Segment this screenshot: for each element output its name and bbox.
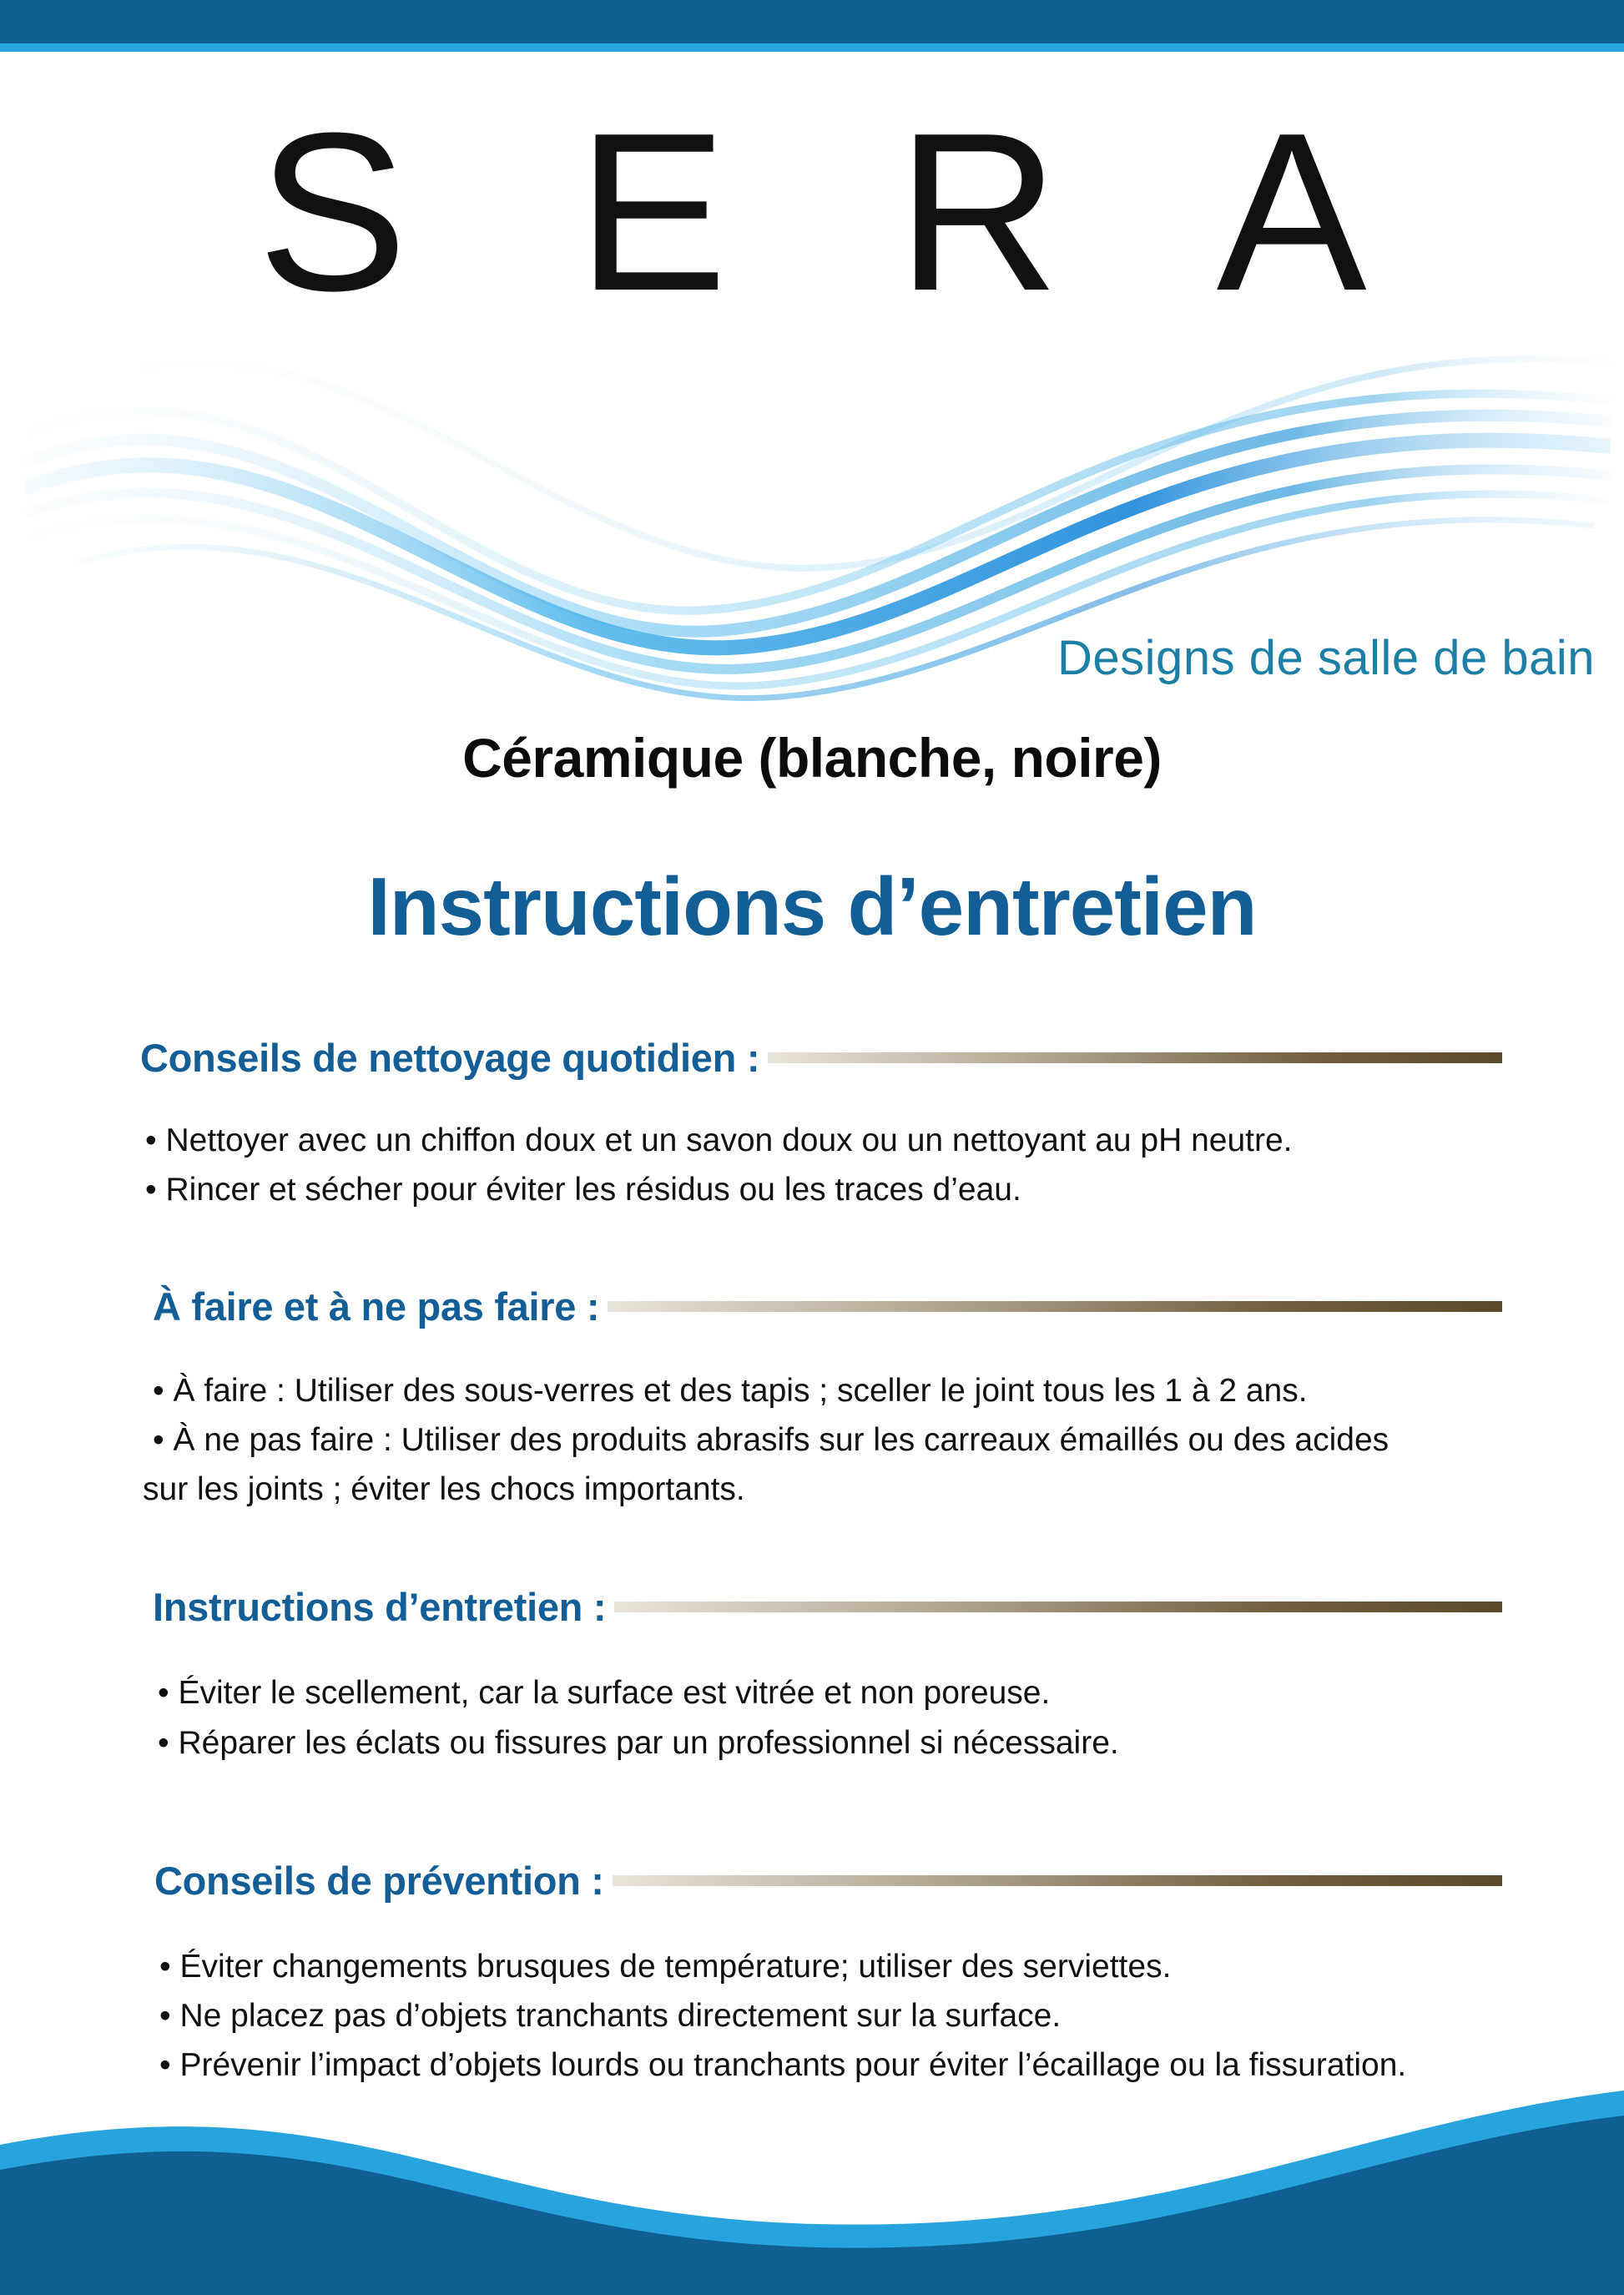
bullet-item: • À ne pas faire : Utiliser des produits abrasifs sur les carreaux émaillés ou des acides <box>153 1421 1389 1458</box>
instructions-content <box>0 1035 1624 2091</box>
bullet-item-continuation: sur les joints ; éviter les chocs importants. <box>143 1471 745 1508</box>
section-title: Instructions d’entretien : <box>153 1585 607 1630</box>
section-daily-cleaning <box>0 1035 1624 1215</box>
document-subtitle: Céramique (blanche, noire) <box>462 727 1162 789</box>
bullet-item: • Éviter changements brusques de température; utiliser des serviettes. <box>159 1948 1172 1985</box>
top-banner-accent <box>0 43 1624 52</box>
section-header <box>153 1284 1624 1329</box>
section-header <box>153 1584 1624 1630</box>
section-header <box>140 1035 1624 1081</box>
brand-logo: S E R A <box>257 87 1420 338</box>
bullet-item: • Prévenir l’impact d’objets lourds ou tranchants pour éviter l’écaillage ou la fissuration. <box>159 2047 1407 2084</box>
page-title: Instructions d’entretien <box>367 860 1257 952</box>
section-bullets <box>153 1668 1624 1768</box>
bullet-item: • Éviter le scellement, car la surface est vitrée et non poreuse. <box>158 1675 1051 1712</box>
bullet-item: • Nettoyer avec un chiffon doux et un savon doux ou un nettoyant au pH neutre. <box>145 1122 1293 1158</box>
bullet-item: • À faire : Utiliser des sous-verres et des tapis ; sceller le joint tous les 1 à 2 ans. <box>153 1372 1308 1409</box>
footer-wave <box>0 2045 1624 2295</box>
section-title: À faire et à ne pas faire : <box>153 1284 600 1329</box>
section-maintenance-instructions <box>0 1584 1624 1768</box>
bullet-item: • Réparer les éclats ou fissures par un professionnel si nécessaire. <box>158 1724 1119 1761</box>
section-rule <box>608 1301 1502 1312</box>
section-dos-and-donts <box>0 1284 1624 1515</box>
section-bullets <box>140 1116 1624 1215</box>
bullet-item: • Rincer et sécher pour éviter les résidus ou les traces d’eau. <box>145 1172 1021 1208</box>
section-rule <box>613 1875 1502 1886</box>
section-title: Conseils de prévention : <box>154 1858 604 1903</box>
section-rule <box>768 1052 1502 1063</box>
section-header <box>154 1858 1624 1904</box>
brand-tagline: Designs de salle de bain <box>1057 631 1595 685</box>
section-title: Conseils de nettoyage quotidien : <box>140 1036 760 1080</box>
section-rule <box>614 1601 1502 1612</box>
bullet-item: • Ne placez pas d’objets tranchants directement sur la surface. <box>159 1998 1062 2035</box>
section-bullets <box>143 1366 1624 1515</box>
